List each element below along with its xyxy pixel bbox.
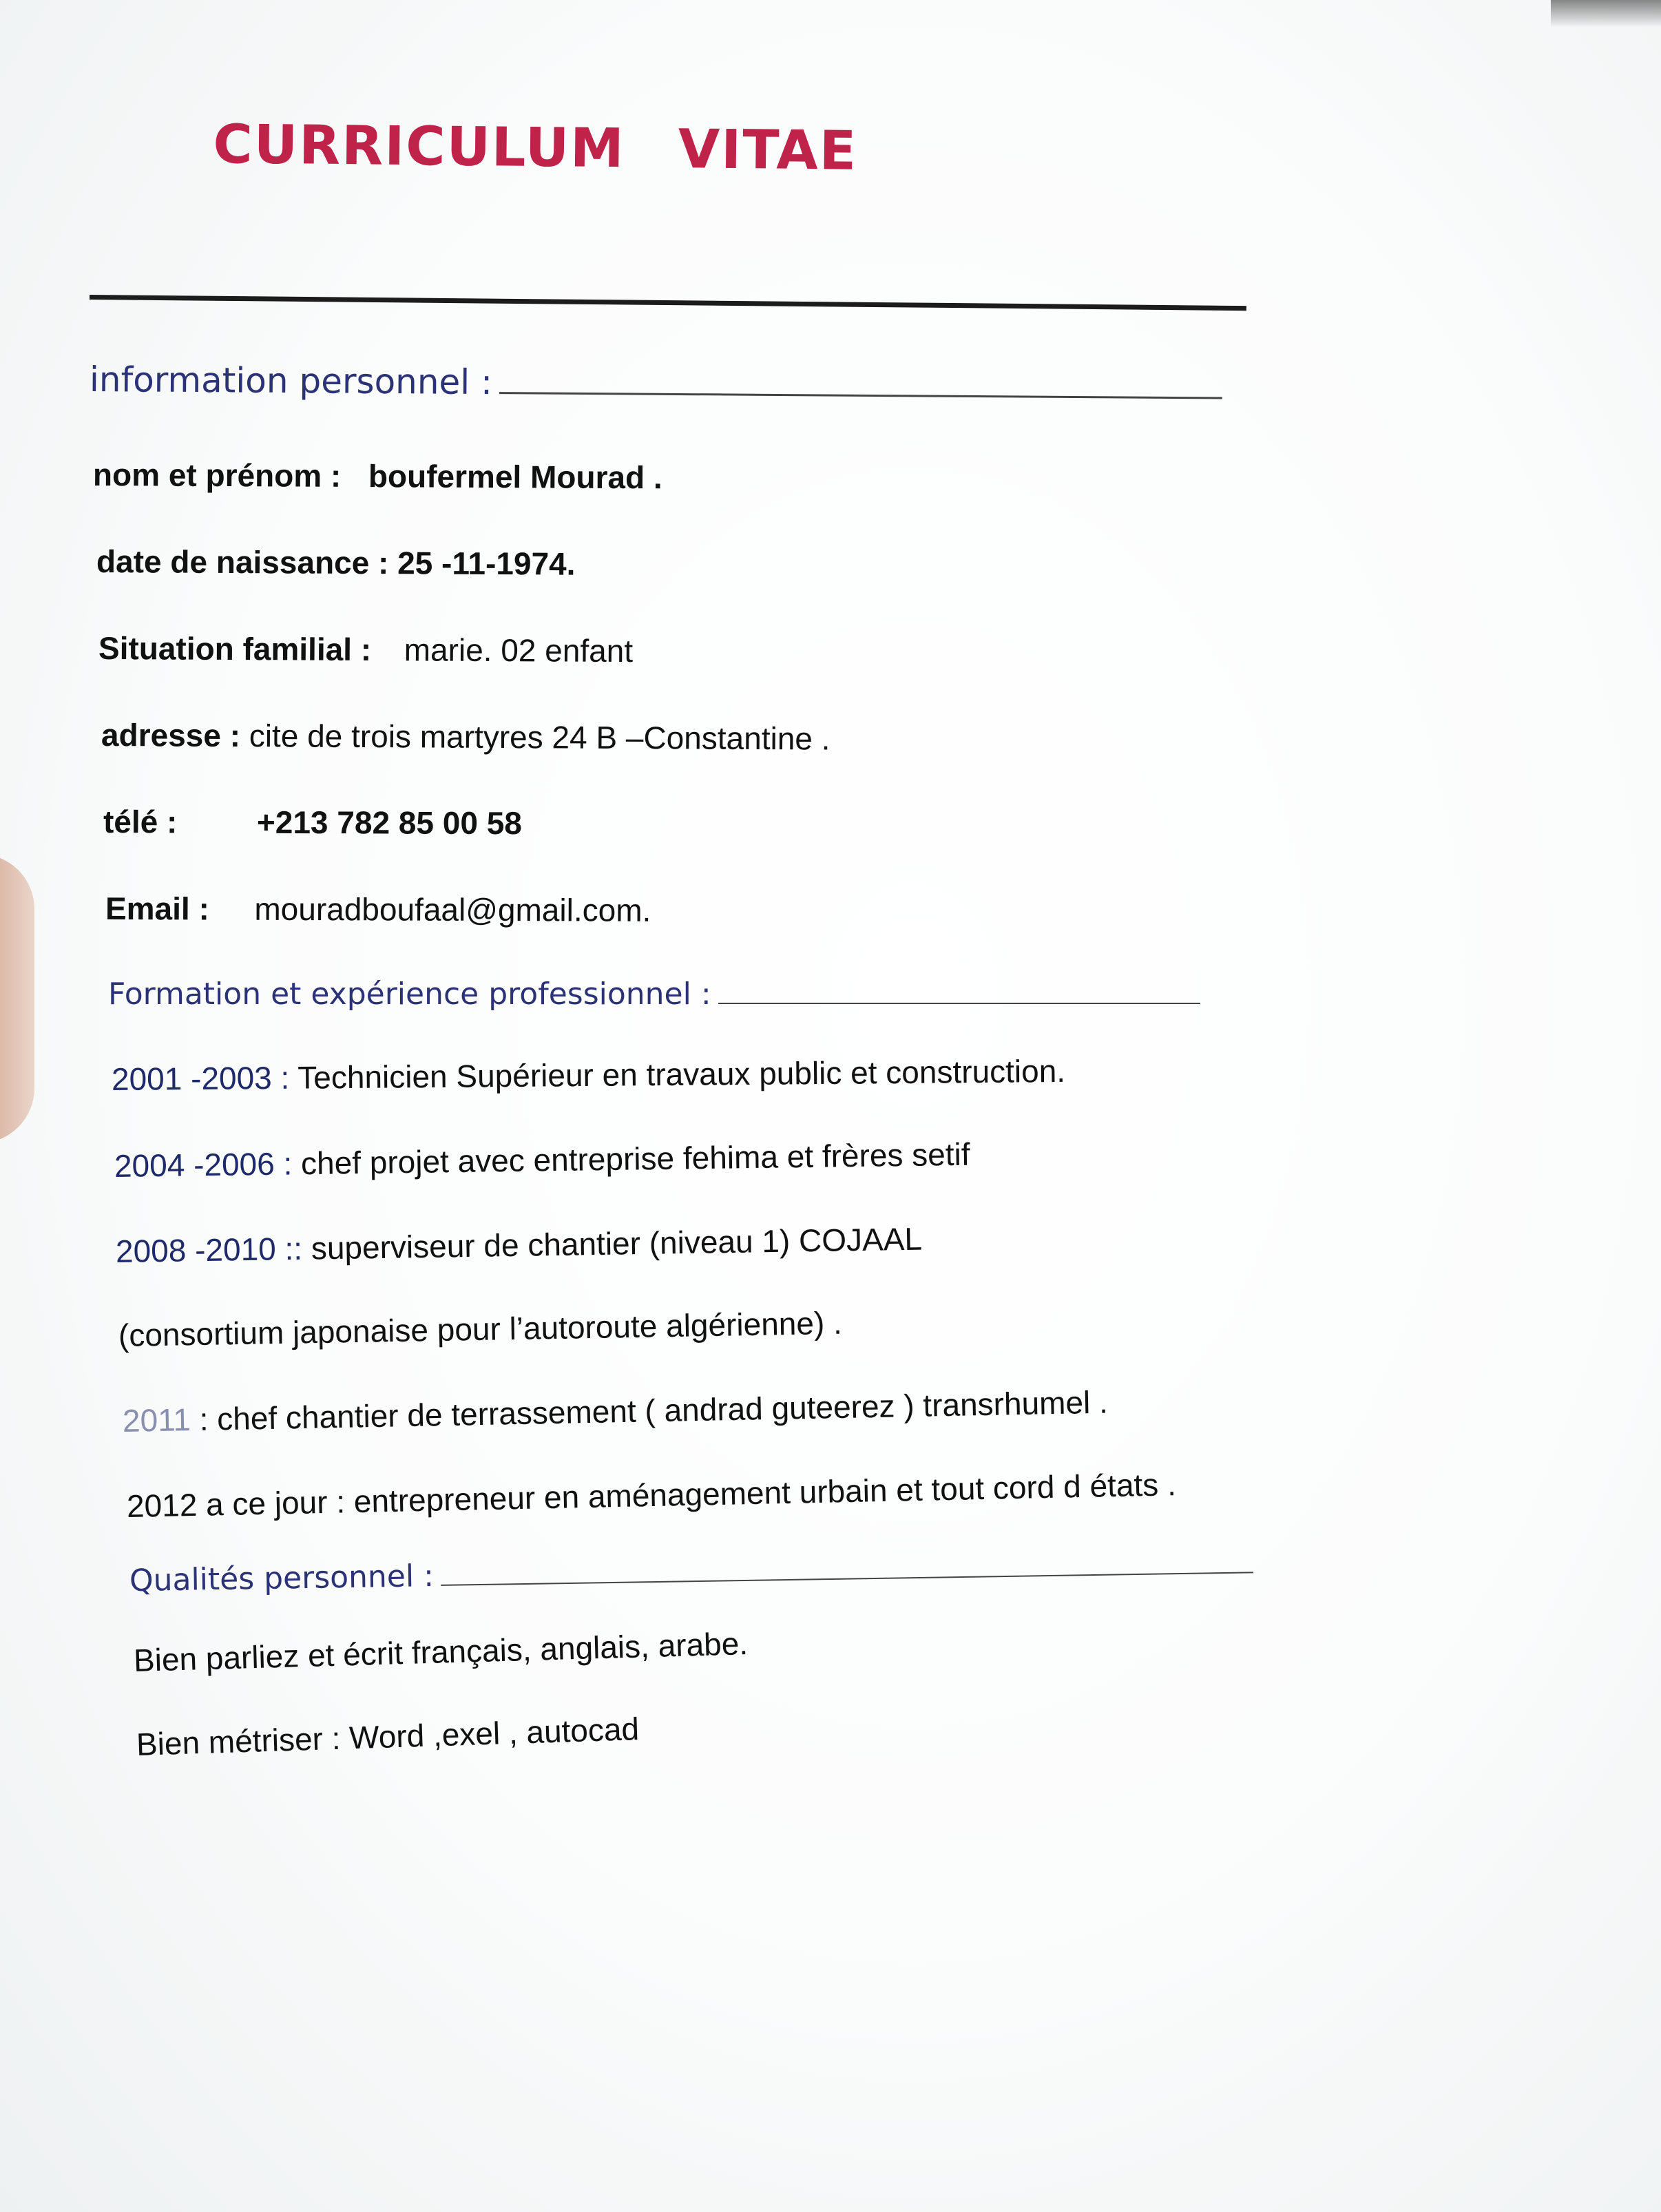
address-value: cite de trois martyres 24 B –Constantine . (249, 718, 830, 757)
quality-text: Bien métriser : Word ,exel , autocad (136, 1711, 640, 1762)
experience-years: 2004 -2006 : (114, 1145, 293, 1184)
experience-text: superviseur de chantier (niveau 1) COJAAL (311, 1220, 923, 1266)
document-title: CURRICULUM VITAE (213, 114, 858, 182)
email-label: Email : (105, 890, 209, 927)
section-qualities-label: Qualités personnel : (129, 1558, 435, 1598)
corner-shadow (1551, 0, 1661, 28)
experience-text: : chef chantier de terrassement ( andrad guteerez ) transrhumel . (199, 1384, 1109, 1437)
family-row (98, 629, 633, 669)
birth-row (96, 543, 576, 583)
section-formation-heading (108, 977, 1200, 1012)
fill-line (718, 1003, 1200, 1004)
quality-text: Bien parliez et écrit français, anglais, arabe. (133, 1625, 749, 1678)
phone-value: +213 782 85 00 58 (256, 804, 523, 842)
address-row (101, 716, 830, 758)
fill-line (499, 392, 1222, 399)
experience-text: entrepreneur en aménagement urbain et tout cord d états . (353, 1466, 1177, 1520)
finger-edge (0, 854, 34, 1143)
experience-text: chef projet avec entreprise fehima et frères setif (300, 1136, 970, 1182)
section-formation-label: Formation et expérience professionnel : (108, 977, 711, 1012)
experience-text: Technicien Supérieur en travaux public et construction. (297, 1052, 1066, 1096)
birth-value: 25 -11-1974. (397, 545, 576, 582)
birth-label: date de naissance : (96, 543, 389, 581)
experience-years: 2008 -2010 :: (115, 1230, 303, 1269)
experience-years: 2012 a ce jour : (126, 1483, 346, 1524)
experience-years: 2011 (122, 1401, 191, 1439)
section-personal-label: information personnel : (89, 359, 493, 403)
experience-text: (consortium japonaise pour l’autoroute algérienne) . (118, 1304, 843, 1353)
name-label: nom et prénom : (92, 457, 342, 494)
section-personal-heading (90, 359, 1222, 407)
email-value: mouradboufaal@gmail.com. (254, 890, 651, 928)
phone-row (103, 803, 522, 842)
address-label: adresse : (101, 717, 241, 754)
experience-years: 2001 -2003 : (111, 1059, 290, 1097)
email-row (105, 890, 651, 929)
phone-label: télé : (103, 804, 178, 840)
family-value: marie. 02 enfant (404, 632, 634, 669)
name-value: boufermel Mourad . (368, 458, 662, 496)
family-label: Situation familial : (98, 630, 372, 668)
name-row (93, 456, 662, 496)
